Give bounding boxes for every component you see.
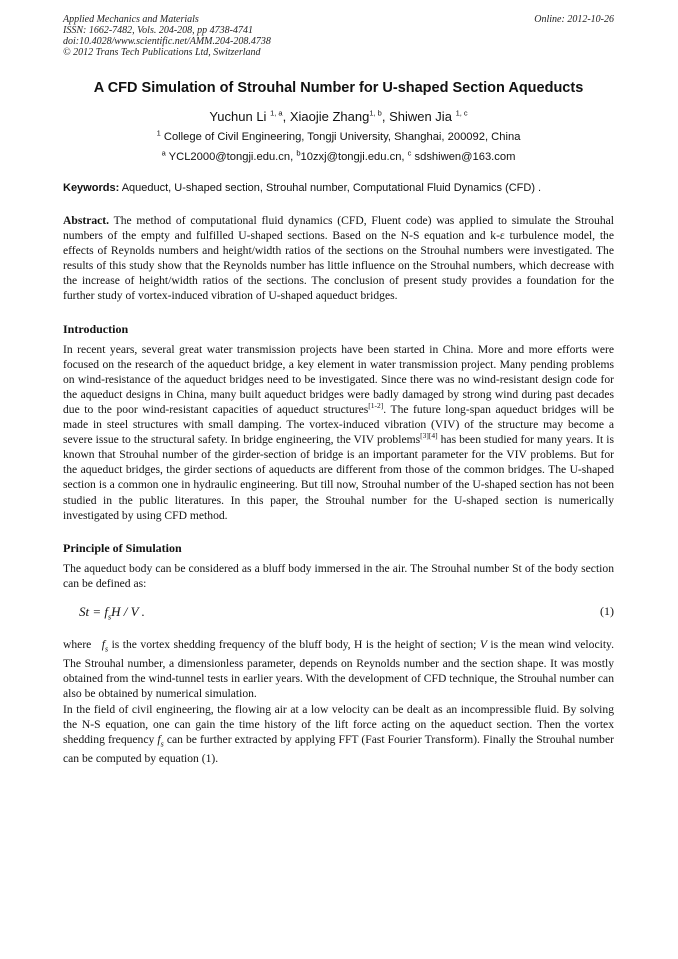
abstract-text: The method of computational fluid dynamics (CFD, Fluent code) was applied to simulate the Strouhal numbers of the empty and fulfilled U-shaped sections. Based on the N-S equation and k-ε turbulence model, the effects of Reynolds numbers and height/width ratios of the sections on the Strouhal numbers were investigated. The results of this study show that the Reynolds number has little influence on the Strouhal numbers, which decrease with the increase of height/width ratios of the sections. The conclusion of present study provides a foundation for the further study of vortex-induced vibration of U-shaped aqueduct bridges. bbox=[63, 214, 614, 303]
introduction-heading: Introduction bbox=[63, 321, 129, 336]
author-name: Yuchun Li bbox=[209, 109, 267, 124]
p3-text: can be further extracted by applying FFT (Fast Fourier Transform). Finally the Strouhal number can be computed by equation (1). bbox=[63, 732, 614, 766]
keywords-label: Keywords: bbox=[63, 182, 120, 194]
where-text: is the vortex shedding frequency of the bluff body, H is the height of section; bbox=[108, 637, 480, 651]
where-paragraph bbox=[63, 637, 614, 702]
symbol-fs: f bbox=[157, 732, 161, 746]
incompressible-paragraph bbox=[63, 702, 614, 767]
principle-paragraph: The aqueduct body can be considered as a bluff body immersed in the air. The Strouhal number St of the body section can be defined as: bbox=[63, 561, 614, 590]
where-text: is the mean wind velocity. The Strouhal number, a dimensionless parameter, depends on Reynolds number and the section shape. It was mostly obtained from the wind-tunnel tests in earlier years. With the development of CFD technique, the Strouhal number can also be obtained by numerical simulation. bbox=[63, 637, 614, 701]
principle-heading: Principle of Simulation bbox=[63, 540, 182, 555]
journal-name: Applied Mechanics and Materials bbox=[63, 14, 199, 25]
keywords bbox=[63, 182, 614, 194]
p3-text: In the field of civil engineering, the flowing air at a low velocity can be dealt as an incompressible fluid. By solving the N-S equation, one can gain the time history of the lift force acting on the aqueduct section. Then the vortex shedding frequency bbox=[63, 702, 614, 746]
symbol-fs-sub: s bbox=[104, 644, 109, 654]
email-link[interactable]: 10zxj@tongji.edu.cn bbox=[300, 151, 402, 163]
paper-page bbox=[63, 14, 614, 766]
author-name: Xiaojie Zhang bbox=[289, 109, 370, 124]
equation-number: (1) bbox=[600, 603, 614, 618]
formula-lhs: St = f bbox=[79, 603, 108, 619]
copyright-line: © 2012 Trans Tech Publications Ltd, Switzerland bbox=[63, 47, 261, 58]
author-affiliation-mark: 1, b bbox=[369, 108, 382, 118]
symbol-fs-sub: s bbox=[160, 739, 164, 749]
email-mark: c bbox=[407, 148, 412, 158]
strouhal-formula bbox=[79, 604, 145, 622]
symbol-v: V bbox=[479, 637, 487, 651]
abstract-label: Abstract. bbox=[63, 214, 110, 227]
email-line: $^a$ YCL2000@tongji.edu.cn, $^b$10zxj@tongji.edu.cn, $^c$ sdshiwen@163.com bbox=[161, 148, 516, 163]
citation-ref[interactable]: [3][4] bbox=[420, 431, 438, 441]
citation-ref[interactable]: [1-2] bbox=[368, 401, 384, 411]
affiliation-mark: 1 bbox=[156, 128, 161, 138]
author-list: Yuchun Li $^{1, a}$, Xiaojie Zhang$^{1, b}$, Shiwen Jia $^{1, c}$ bbox=[209, 108, 468, 124]
author-affiliation-mark: 1, a bbox=[270, 108, 283, 118]
email-link[interactable]: YCL2000@tongji.edu.cn bbox=[168, 151, 291, 163]
equation-1 bbox=[63, 604, 614, 624]
issn-line: ISSN: 1662-7482, Vols. 204-208, pp 4738-4741 bbox=[63, 25, 253, 36]
formula-rhs: H / V . bbox=[111, 603, 145, 619]
intro-text: . The future long-span aqueduct bridges will be made in steel structures with small damping. The vortex-induced vibration (VIV) of the structure may become a severe issue to the structural safety. In bridge engineering, the VIV problems bbox=[63, 402, 614, 447]
abstract bbox=[63, 213, 614, 304]
email-mark: a bbox=[161, 148, 166, 158]
symbol-fs: f bbox=[101, 637, 105, 651]
intro-text: has been studied for many years. It is known that Strouhal number of the girder-section of bridge is an important parameter for the VIV problems. But for the aqueduct bridges, the girder sections of aqueducts are different from those of the common bridges. The U-shaped section is a common one in hydraulic engineering. But till now, Strouhal number of the U-shaped section has not been studied in the public literatures. In this paper, the Strouhal number for the U-shaped section is numerically investigated by using CFD method. bbox=[63, 433, 615, 522]
email-mark: b bbox=[296, 148, 301, 158]
paper-title: A CFD Simulation of Strouhal Number for U-shaped Section Aqueducts bbox=[93, 80, 584, 96]
email-link[interactable]: sdshiwen@163.com bbox=[414, 151, 516, 163]
online-date: Online: 2012-10-26 bbox=[534, 14, 614, 25]
journal-header bbox=[63, 14, 614, 58]
formula-subscript: s bbox=[108, 612, 112, 622]
author-name: Shiwen Jia bbox=[389, 109, 452, 124]
affiliation bbox=[63, 128, 614, 143]
author-affiliation-mark: 1, c bbox=[455, 108, 468, 118]
keywords-text: Aqueduct, U-shaped section, Strouhal number, Computational Fluid Dynamics (CFD) . bbox=[121, 182, 542, 194]
affiliation-text: College of Civil Engineering, Tongji University, Shanghai, 200092, China bbox=[163, 131, 521, 143]
intro-text: In recent years, several great water transmission projects have been started in China. More and more efforts were focused on the research of the aqueduct bridge, a key element in water transmission project. Many pending problems on wind-resistance of the aqueduct bridges need to be investigated. Since there was no wind-resistant design code for the aqueduct designs in China, many built aqueduct bridges were badly damaged by strong wind during past decades due to the poor wind-resistant capacities of aqueduct structures bbox=[63, 342, 614, 416]
introduction-paragraph bbox=[63, 342, 614, 523]
where-text: where bbox=[63, 637, 95, 651]
doi-line[interactable]: doi:10.4028/www.scientific.net/AMM.204-208.4738 bbox=[63, 36, 271, 47]
